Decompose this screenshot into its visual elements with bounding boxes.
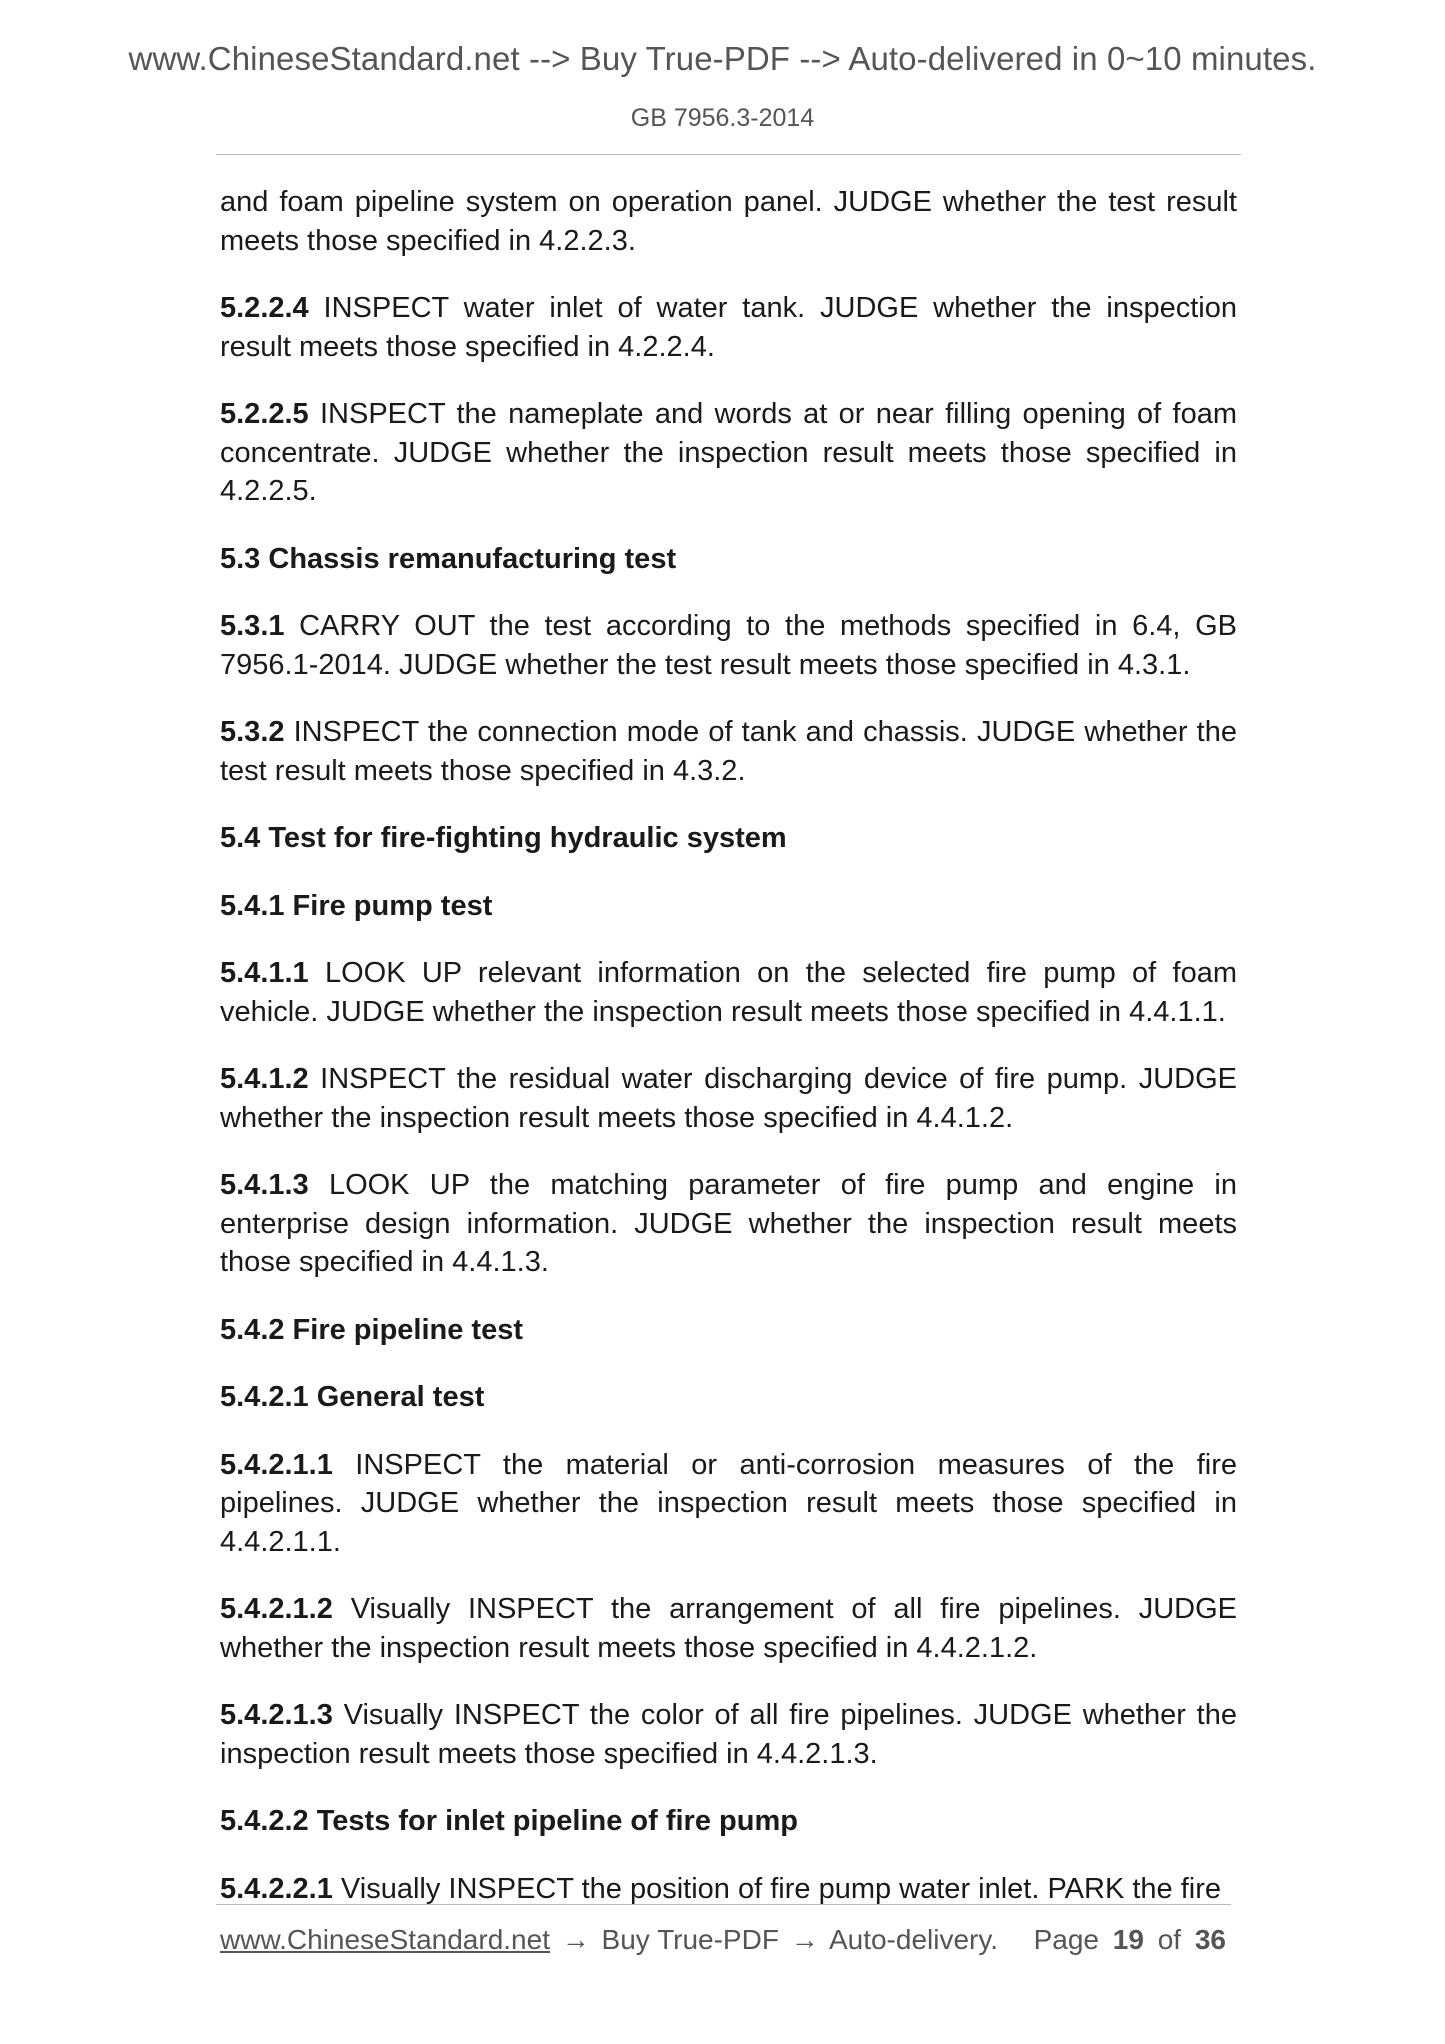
clause-number: 5.3.1 [220, 610, 285, 642]
clause-number: 5.4.1.2 [220, 1063, 309, 1095]
clause-5-4-2-1-1: 5.4.2.1.1 INSPECT the material or anti-corrosion measures of the fire pipelines. JUDGE whether the inspection result meets those specified in 4.4.2.1.1. [220, 1448, 1237, 1558]
footer-divider [216, 1904, 1231, 1905]
clause-number: 5.4.2.1.1 [220, 1448, 333, 1481]
footer-delivery-text: Auto-delivery. [828, 1924, 999, 1955]
clause-number: 5.2.2.5 [220, 398, 309, 430]
section-heading: 5.4.2 Fire pipeline test [220, 1313, 523, 1346]
page-number [1034, 1924, 1232, 1956]
clause-5-3-2: 5.3.2 INSPECT the connection mode of tank and chassis. JUDGE whether the test result meets those specified in 4.3.2. [220, 716, 1237, 787]
clause-5-4-2-2-1: 5.4.2.2.1 Visually INSPECT the position of fire pump water inlet. PARK the fire [220, 1872, 1221, 1905]
page-of-label: of [1157, 1924, 1182, 1955]
paragraph: and foam pipeline system on operation panel. JUDGE whether the test result meets those specified in 4.2.2.3. [220, 186, 1237, 257]
clause-5-4-2-1-2: 5.4.2.1.2 Visually INSPECT the arrangement of all fire pipelines. JUDGE whether the inspection result meets those specified in 4.4.2.1.2. [220, 1593, 1237, 1664]
footer-site-link[interactable]: www.ChineseStandard.net [220, 1924, 550, 1955]
page-label: Page [1033, 1924, 1099, 1955]
footer-links [220, 1924, 998, 1956]
clause-5-2-2-4: 5.2.2.4 INSPECT water inlet of water tank. JUDGE whether the inspection result meets those specified in 4.2.2.4. [220, 292, 1237, 363]
clause-number: 5.4.2.2.1 [220, 1872, 333, 1905]
clause-5-4-1-3: 5.4.1.3 LOOK UP the matching parameter of fire pump and engine in enterprise design information. JUDGE whether the inspection result meets those specified in 4.4.1.3. [220, 1169, 1237, 1278]
page-total: 36 [1194, 1924, 1226, 1955]
section-heading: 5.4 Test for fire-fighting hydraulic system [220, 822, 787, 854]
page-current: 19 [1112, 1924, 1144, 1955]
arrow-right-icon: → [790, 1924, 819, 1955]
section-heading: 5.4.2.1 General test [220, 1381, 485, 1413]
arrow-right-icon: → [561, 1924, 590, 1955]
document-code: GB 7956.3-2014 [630, 104, 815, 132]
clause-number: 5.4.2.1.3 [220, 1699, 333, 1731]
clause-number: 5.4.1.1 [220, 957, 309, 989]
clause-5-2-2-5: 5.2.2.5 INSPECT the nameplate and words at or near filling opening of foam concentrate. JUDGE whether the inspection result meets those specified in 4.2.2.5. [220, 398, 1237, 507]
clause-5-4-1-2: 5.4.1.2 INSPECT the residual water discharging device of fire pump. JUDGE whether the inspection result meets those specified in 4.4.1.2. [220, 1063, 1237, 1134]
clause-5-4-2-1-3: 5.4.2.1.3 Visually INSPECT the color of all fire pipelines. JUDGE whether the inspection result meets those specified in 4.4.2.1.3. [220, 1699, 1237, 1770]
clause-5-3-1: 5.3.1 CARRY OUT the test according to the methods specified in 6.4, GB 7956.1-2014. JUDGE whether the test result meets those specified in 4.3.1. [220, 610, 1237, 681]
section-heading: 5.4.2.2 Tests for inlet pipeline of fire pump [220, 1805, 798, 1837]
section-heading: 5.3 Chassis remanufacturing test [220, 542, 677, 575]
page-footer [220, 1924, 1232, 1964]
footer-buy-text: Buy True-PDF [601, 1924, 779, 1955]
clause-number: 5.4.1.3 [220, 1169, 309, 1201]
clause-number: 5.3.2 [220, 716, 285, 748]
top-banner-link[interactable]: www.ChineseStandard.net --> Buy True-PDF --> Auto-delivered in 0~10 minutes. [128, 40, 1317, 77]
clause-number: 5.4.2.1.2 [220, 1593, 333, 1625]
section-heading: 5.4.1 Fire pump test [220, 889, 493, 922]
document-body [220, 183, 1237, 1937]
header-divider [216, 154, 1241, 155]
clause-5-4-1-1: 5.4.1.1 LOOK UP relevant information on the selected fire pump of foam vehicle. JUDGE whether the inspection result meets those specified in 4.4.1.1. [220, 957, 1237, 1028]
clause-number: 5.2.2.4 [220, 292, 309, 324]
